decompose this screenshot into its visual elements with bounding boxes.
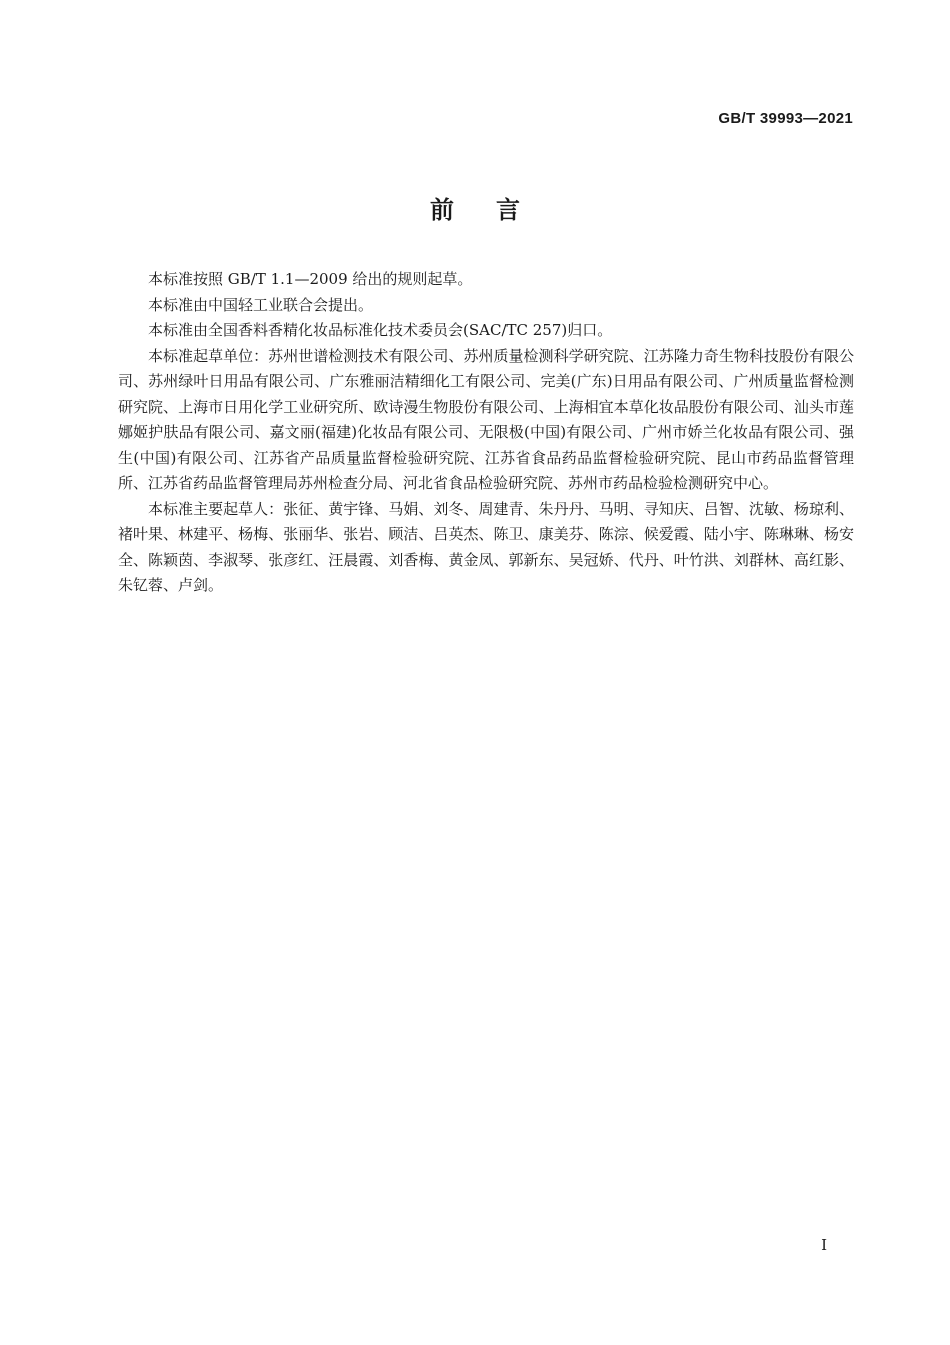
paragraph-drafters: 本标准主要起草人：张征、黄宇锋、马娟、刘冬、周建青、朱丹丹、马明、寻知庆、吕智、沈敏、杨琼利、褚叶果、林建平、杨梅、张丽华、张岩、顾洁、吕英杰、陈卫、康美芬、陈淙、候爱霞、陆小宇、陈琳琳、杨安全、陈颖茵、李淑琴、张彦红、汪晨霞、刘香梅、黄金凤、郭新东、吴冠娇、代丹、叶竹洪、刘群林、高红影、朱钇蓉、卢剑。 [118,499,854,594]
standard-number: GB/T 39993—2021 [718,110,853,127]
paragraph-drafting-units: 本标准起草单位：苏州世谱检测技术有限公司、苏州质量检测科学研究院、江苏隆力奇生物科技股份有限公司、苏州绿叶日用品有限公司、广东雅丽洁精细化工有限公司、完美(广东)日用品有限公司、广州质量监督检测研究院、上海市日用化学工业研究所、欧诗漫生物股份有限公司、上海相宜本草化妆品股份有限公司、汕头市莲娜姬护肤品有限公司、嘉文丽(福建)化妆品有限公司、无限极(中国)有限公司、广州市娇兰化妆品有限公司、强生(中国)有限公司、江苏省产品质量监督检验研究院、江苏省食品药品监督检验研究院、昆山市药品监督管理所、江苏省药品监督管理局苏州检查分局、河北省食品检验研究院、苏州市药品检验检测研究中心。 [118,346,854,492]
foreword-body [118,267,854,599]
paragraph-proposer: 本标准由中国轻工业联合会提出。 [148,295,374,314]
paragraph-committee: 本标准由全国香料香精化妆品标准化技术委员会(SAC/TC 257)归口。 [148,321,613,339]
paragraph-drafting-rules: 本标准按照 GB/T 1.1—2009 给出的规则起草。 [148,270,473,288]
page-title: 前言 [430,196,562,224]
page-number: I [821,1236,827,1254]
